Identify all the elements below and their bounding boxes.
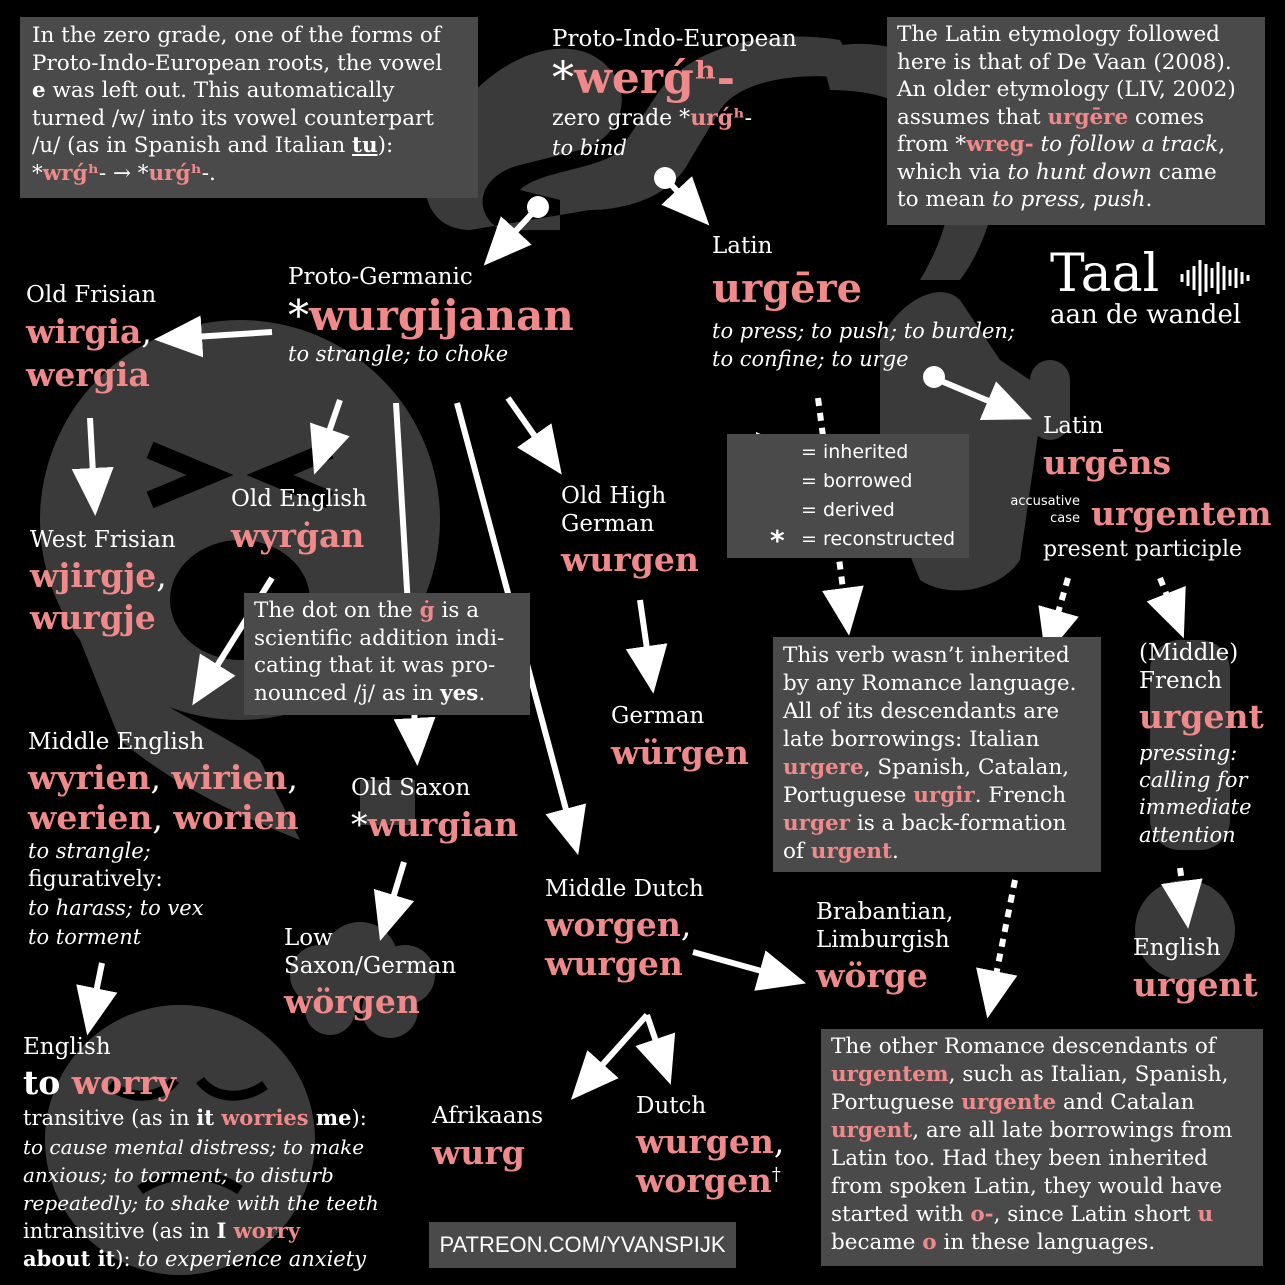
root-form: wrǵʰ [42, 160, 99, 186]
latin-urgens-entry [1043, 413, 1171, 485]
note-line: An older etymology (LIV, 2002) [897, 77, 1236, 103]
word: worien [173, 797, 299, 837]
word: wurgian [367, 804, 519, 844]
word: worries [221, 1105, 309, 1131]
arrow-md-afrikaans [587, 1015, 647, 1082]
note-text: in these languages. [936, 1229, 1156, 1255]
legend-borrowed: = borrowed [801, 470, 913, 492]
note-line: Latin too. Had they been inherited [831, 1145, 1208, 1171]
arrow-borrowed-french-english [1180, 868, 1185, 905]
dutch-entry [636, 1093, 784, 1200]
word: wergia [26, 355, 150, 395]
latin-urgere-entry [712, 233, 1015, 373]
label: - [744, 106, 753, 132]
old-high-german-entry [561, 483, 699, 583]
word: wirien [171, 757, 288, 797]
old-english-entry [231, 486, 367, 558]
separator: , [287, 757, 298, 797]
example-tu: tu [352, 133, 378, 159]
note-line: The other Romance descendants of [831, 1034, 1216, 1059]
romance-descendants-note [821, 1029, 1263, 1266]
transitive-line [23, 1104, 403, 1132]
language-label: Middle English [28, 729, 205, 755]
note-line: All of its descendants are [783, 698, 1060, 724]
note-text: The dot on the [254, 598, 420, 623]
german-entry [611, 703, 749, 775]
note-text: became [831, 1229, 923, 1255]
note-line: turned /w/ into its vowel counterpart [32, 105, 434, 131]
middle-english-entry [28, 729, 299, 951]
language-label: English [1133, 935, 1221, 961]
word: urgere [783, 754, 864, 780]
gloss: repeatedly; to shake with the teeth [23, 1190, 379, 1215]
logo-subtitle: aan de wandel [1050, 300, 1242, 330]
gloss: to press, push [992, 187, 1146, 213]
word: wurgen [636, 1121, 774, 1161]
word: urgent [1133, 964, 1258, 1004]
note-line: In the zero grade, one of the forms of [32, 23, 441, 48]
language-label: Proto-Germanic [288, 264, 473, 290]
note-text: and Catalan [1056, 1089, 1195, 1115]
word: wurgje [30, 598, 156, 638]
logo-title: Taal [1050, 244, 1160, 304]
language-label: (Middle) [1139, 640, 1239, 666]
note-line [831, 1201, 1253, 1229]
english-worry-entry [23, 1034, 403, 1273]
language-label: West Frisian [30, 527, 176, 553]
note-line [783, 838, 1091, 866]
gloss: immediate [1139, 795, 1252, 820]
label: figuratively: [28, 866, 163, 892]
note-text: , since Latin short [993, 1201, 1198, 1227]
note-text: Portuguese [783, 782, 914, 808]
pie-entry [552, 26, 797, 162]
note-text: - → * [98, 160, 149, 186]
word: worgen [636, 1160, 772, 1200]
note-text: . [1145, 187, 1153, 213]
word: urgent [831, 1117, 913, 1143]
gloss: calling for [1139, 768, 1248, 793]
note-text: is a [434, 598, 480, 623]
note-text: comes [1128, 104, 1205, 130]
letter: u [1197, 1201, 1214, 1227]
language-label: Old English [231, 486, 367, 512]
note-text: . [478, 680, 486, 706]
note-text: , such as Italian, Spanish, [948, 1061, 1229, 1087]
note-text: , [1218, 132, 1226, 158]
note-line [783, 782, 1091, 810]
gloss: to follow a track [1033, 132, 1219, 158]
note-line [783, 754, 1091, 782]
word: würgen [611, 732, 749, 772]
note-line: Proto-Indo-European roots, the vowel [32, 50, 443, 76]
note-line [831, 1117, 1253, 1145]
language-label: German [611, 703, 705, 729]
note-text: was left out. This automatically [45, 78, 395, 104]
word: urgentem [831, 1061, 949, 1087]
arrow-borrowed-urgens-other [992, 880, 1015, 995]
note-line [783, 810, 1091, 838]
word: urger [783, 810, 850, 836]
word: werǵʰ- [574, 52, 736, 104]
word: urgēns [1043, 442, 1172, 482]
accusative-label [994, 494, 1080, 528]
zero-grade-note [20, 17, 478, 198]
arrow-md-dutch [647, 1015, 663, 1062]
arrow-pg-oldenglish [322, 400, 340, 452]
note-line: from spoken Latin, they would have [831, 1173, 1223, 1199]
legend-reconstructed: = reconstructed [801, 528, 956, 550]
word: wörge [816, 956, 928, 996]
note-text: * [32, 160, 43, 186]
low-saxon-entry [284, 925, 456, 1025]
word: worgen [545, 904, 681, 944]
note-text: , are all late borrowings from [912, 1117, 1233, 1143]
word: o- [970, 1201, 994, 1227]
note-text: , Spanish, Catalan, [863, 754, 1070, 780]
note-text: . [891, 838, 899, 864]
accusative-word: urgentem [1091, 494, 1272, 533]
note-line: by any Romance language. [783, 670, 1077, 696]
gloss: to press; to push; to burden; [712, 318, 1015, 343]
note-line [32, 77, 466, 105]
note-line: cating that it was pro- [254, 653, 496, 679]
note-text: which via [897, 159, 1008, 185]
note-line: The Latin etymology followed [897, 22, 1220, 47]
afrikaans-entry [432, 1103, 543, 1175]
arrow-pg-oldfrisian [178, 332, 272, 338]
old-frisian-entry [26, 282, 156, 395]
word: wurgen [561, 540, 699, 580]
derived-dot-2 [654, 167, 676, 189]
note-line: This verb wasn’t inherited [783, 643, 1070, 668]
gloss: to strangle; [28, 839, 151, 864]
arrow-pg-ohg [508, 398, 548, 455]
label: case [1050, 510, 1080, 526]
soundwave-icon [1178, 258, 1258, 298]
language-label: Dutch [636, 1093, 707, 1119]
arrow-ohg-german [640, 600, 650, 670]
word: wyrien [28, 757, 151, 797]
proto-germanic-entry [288, 264, 574, 368]
language-label: Latin [712, 233, 773, 259]
arrow-oldsaxon-lowsaxon [387, 862, 404, 918]
note-text: Portuguese [831, 1089, 962, 1115]
language-label: English [23, 1034, 111, 1060]
word: wurg [432, 1132, 525, 1172]
word: urǵʰ [690, 105, 745, 132]
separator: , [156, 555, 167, 595]
word: urgente [961, 1089, 1057, 1115]
gloss: to confine; to urge [712, 346, 909, 371]
label: intransitive (as in [23, 1218, 217, 1243]
legend-labels [801, 438, 955, 554]
intransitive-line [23, 1217, 403, 1245]
note-text: . French [974, 782, 1067, 808]
note-line [831, 1061, 1253, 1089]
gloss: to hunt down [1007, 159, 1152, 185]
reconstructed-star: * [351, 804, 368, 844]
letter: ġ [419, 598, 435, 623]
example: about it [23, 1246, 116, 1272]
note-line: scientific addition indi- [254, 625, 505, 651]
word: wreg- [966, 132, 1034, 158]
derived-dot-1 [527, 196, 549, 218]
word: wjirgje [30, 555, 157, 595]
separator: , [680, 904, 692, 944]
language-label: Old Frisian [26, 282, 157, 308]
note-line [254, 680, 520, 708]
word: wyrġan [231, 515, 365, 555]
latin-etymology-note [887, 17, 1265, 225]
headword [288, 292, 574, 340]
language-label: Old High [561, 483, 667, 509]
separator: , [773, 1121, 785, 1161]
label: zero grade * [552, 106, 691, 132]
arrow-derived-urgere-urgens [934, 378, 1010, 410]
separator: , [152, 797, 174, 837]
words [26, 310, 156, 355]
language-label: Old Saxon [351, 775, 471, 801]
note-text: ): [377, 133, 394, 159]
zero-grade-line [552, 104, 797, 134]
vowel-e: e [32, 78, 46, 104]
language-label: Limburgish [816, 926, 950, 953]
label: transitive (as in [23, 1106, 197, 1131]
note-line [831, 1229, 1253, 1257]
gloss: pressing: [1139, 740, 1238, 765]
note-line [897, 131, 1255, 159]
label: ): [115, 1247, 138, 1272]
language-label: French [1139, 667, 1223, 694]
intransitive-line-2 [23, 1245, 403, 1273]
note-text: came [1151, 159, 1217, 185]
legend-inherited: = inherited [801, 441, 909, 463]
language-label: Middle Dutch [545, 876, 704, 902]
word: wurgen [545, 943, 683, 983]
patreon-link[interactable]: PATREON.COM/YVANSPIJK [429, 1222, 736, 1268]
example: me [308, 1105, 352, 1131]
note-line: here is that of De Vaan (2008). [897, 49, 1232, 75]
gloss: to bind [552, 135, 627, 160]
arrow-oldfrisian-westfrisian [90, 418, 94, 492]
separator: , [141, 311, 152, 351]
separator: , [150, 757, 172, 797]
note-text: to mean [897, 187, 993, 213]
word: worry [233, 1217, 301, 1243]
gloss: to harass; to vex [28, 896, 204, 921]
word: wörgen [284, 982, 420, 1022]
arrow-md-brabantian [693, 952, 783, 977]
note-text: -. [201, 160, 216, 186]
word: urgent [810, 838, 892, 864]
arrow-borrowed-urgens-romance [1052, 578, 1068, 634]
note-line [897, 159, 1255, 187]
gloss: to torment [28, 924, 142, 949]
language-label: Afrikaans [432, 1103, 544, 1129]
example: I [216, 1217, 234, 1243]
gloss: to strangle; to choke [288, 341, 509, 366]
gloss: to cause mental distress; to make [23, 1134, 365, 1159]
word: worry [71, 1062, 177, 1102]
brabantian-entry [816, 899, 953, 999]
language-label: Latin [1043, 413, 1104, 439]
old-saxon-entry [351, 775, 518, 847]
note-text: from * [897, 132, 967, 158]
example-word: yes [440, 680, 479, 706]
gloss: attention [1139, 822, 1236, 847]
note-line [254, 597, 520, 625]
note-text: started with [831, 1201, 971, 1227]
language-label: German [561, 510, 655, 537]
headword [552, 54, 797, 105]
legend-star-icon: * [770, 524, 785, 557]
word: urgēre [712, 264, 863, 312]
language-label: Saxon/German [284, 952, 457, 979]
note-text: nounced /j/ as in [254, 680, 441, 706]
gloss: anxious; to torment; to disturb [23, 1162, 334, 1187]
note-line [32, 132, 466, 160]
reconstructed-star: * [552, 52, 574, 104]
romance-note [773, 637, 1101, 872]
note-text: /u/ (as in Spanish and Italian [32, 133, 353, 159]
word: urgent [1139, 697, 1264, 737]
obsolete-dagger: † [771, 1163, 781, 1185]
gloss: to experience anxiety [137, 1247, 367, 1272]
language-label: Low [284, 925, 333, 951]
english-urgent-entry [1133, 935, 1258, 1007]
label: ): [351, 1106, 367, 1131]
note-line [897, 104, 1255, 132]
arrow-me-english [92, 963, 102, 1012]
language-label: Brabantian, [816, 899, 954, 925]
language-label: Proto-Indo-European [552, 26, 797, 52]
word: werien [28, 797, 153, 837]
infinitive-marker: to [23, 1062, 72, 1102]
legend-derived: = derived [801, 499, 895, 521]
present-participle-label: present participle [1043, 537, 1243, 562]
letter: o [922, 1229, 937, 1255]
note-line [897, 186, 1255, 214]
middle-dutch-entry [545, 876, 704, 983]
word: wirgia [26, 311, 142, 351]
word: wurgijanan [309, 290, 574, 340]
word: urgēre [1047, 104, 1129, 130]
arrow-borrowed-urgens-french [1160, 578, 1175, 616]
french-entry [1139, 640, 1264, 849]
note-text: of [783, 838, 811, 864]
note-line [32, 160, 466, 188]
note-text: assumes that [897, 104, 1048, 130]
root-form: urǵʰ [148, 160, 202, 186]
word: urgir [913, 782, 975, 808]
west-frisian-entry [30, 527, 176, 639]
example: it [196, 1105, 222, 1131]
dot-note [244, 593, 530, 715]
note-line [831, 1089, 1253, 1117]
label: accusative [1010, 494, 1080, 509]
reconstructed-star: * [288, 290, 309, 340]
note-line: late borrowings: Italian [783, 726, 1040, 752]
note-text: is a back-formation [850, 810, 1067, 836]
